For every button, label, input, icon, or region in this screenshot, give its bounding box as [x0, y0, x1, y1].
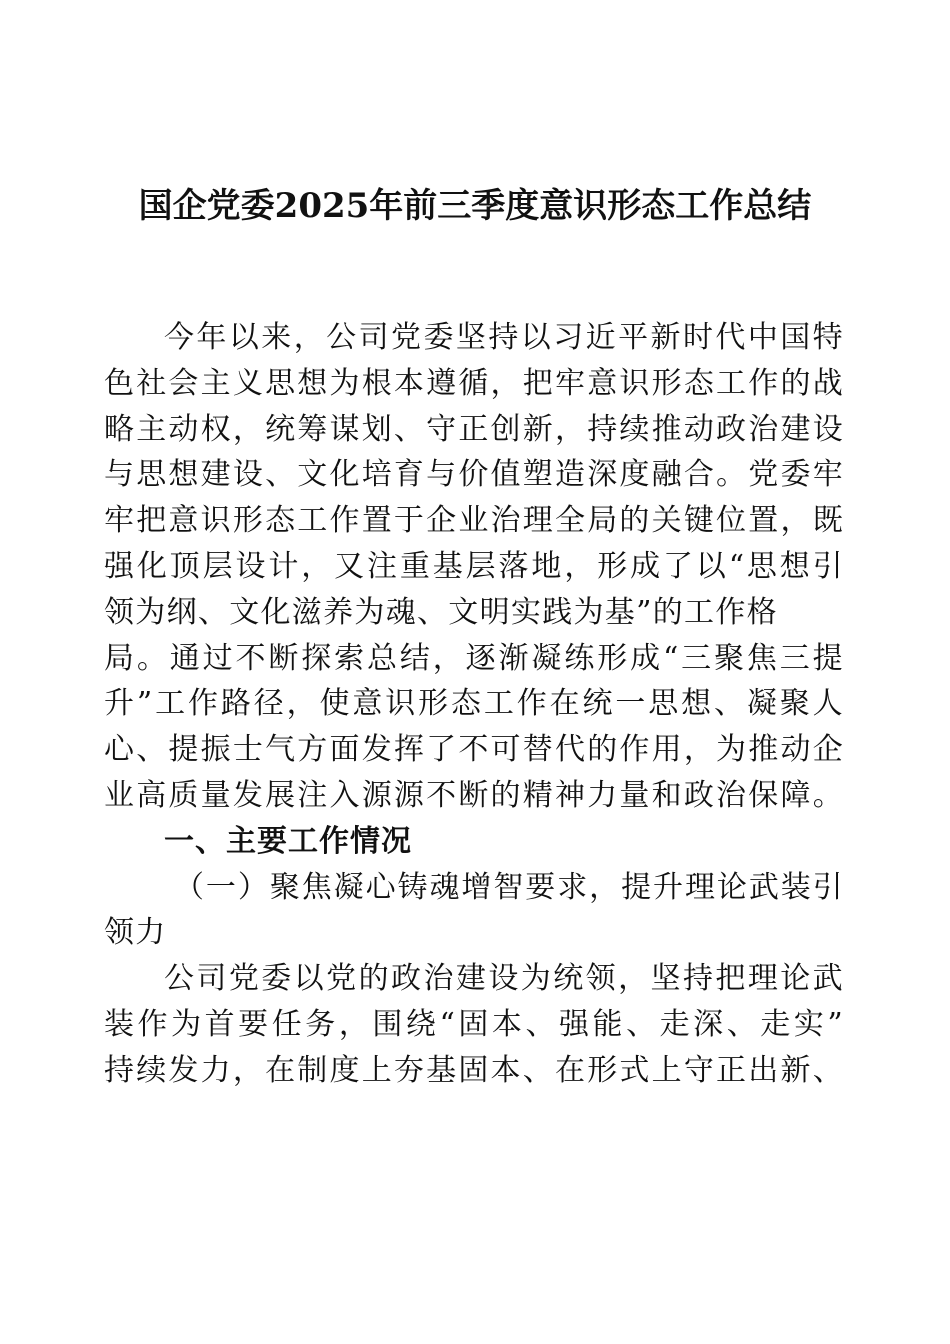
document-body [104, 315, 844, 1094]
paragraph-line: 心、提振士气方面发挥了不可替代的作用，为推动企 [104, 732, 844, 768]
paragraph-line: 牢把意识形态工作置于企业治理全局的关键位置，既 [104, 503, 844, 539]
paragraph-line: 今年以来，公司党委坚持以习近平新时代中国特 [164, 320, 844, 355]
paragraph-line: 略主动权，统筹谋划、守正创新，持续推动政治建设 [104, 411, 844, 447]
paragraph-line: 公司党委以党的政治建设为统领，坚持把理论武 [164, 961, 844, 997]
paragraph-line: 局。通过不断探索总结，逐渐凝练形成“三聚焦三提 [104, 640, 844, 676]
paragraph-line: 与思想建设、文化培育与价值塑造深度融合。党委牢 [104, 457, 844, 493]
paragraph-line: 业高质量发展注入源源不断的精神力量和政治保障。 [104, 777, 844, 813]
subsection-heading-line: （一）聚焦凝心铸魂增智要求，提升理论武装引 [174, 869, 844, 905]
paragraph-line: 强化顶层设计，又注重基层落地，形成了以“思想引 [104, 548, 844, 584]
paragraph-line: 领为纲、文化滋养为魂、文明实践为基”的工作格 [104, 594, 778, 630]
document-title: 国企党委2025年前三季度意识形态工作总结 [138, 186, 812, 226]
paragraph-line: 装作为首要任务，围绕“固本、强能、走深、走实” [104, 1006, 844, 1042]
paragraph-line: 升”工作路径，使意识形态工作在统一思想、凝聚人 [104, 686, 844, 722]
paragraph-line: 色社会主义思想为根本遵循，把牢意识形态工作的战 [104, 365, 844, 401]
paragraph-line: 持续发力，在制度上夯基固本、在形式上守正出新、 [104, 1052, 844, 1088]
section-heading: 一、主要工作情况 [164, 823, 412, 859]
subsection-heading-line: 领力 [104, 915, 167, 951]
